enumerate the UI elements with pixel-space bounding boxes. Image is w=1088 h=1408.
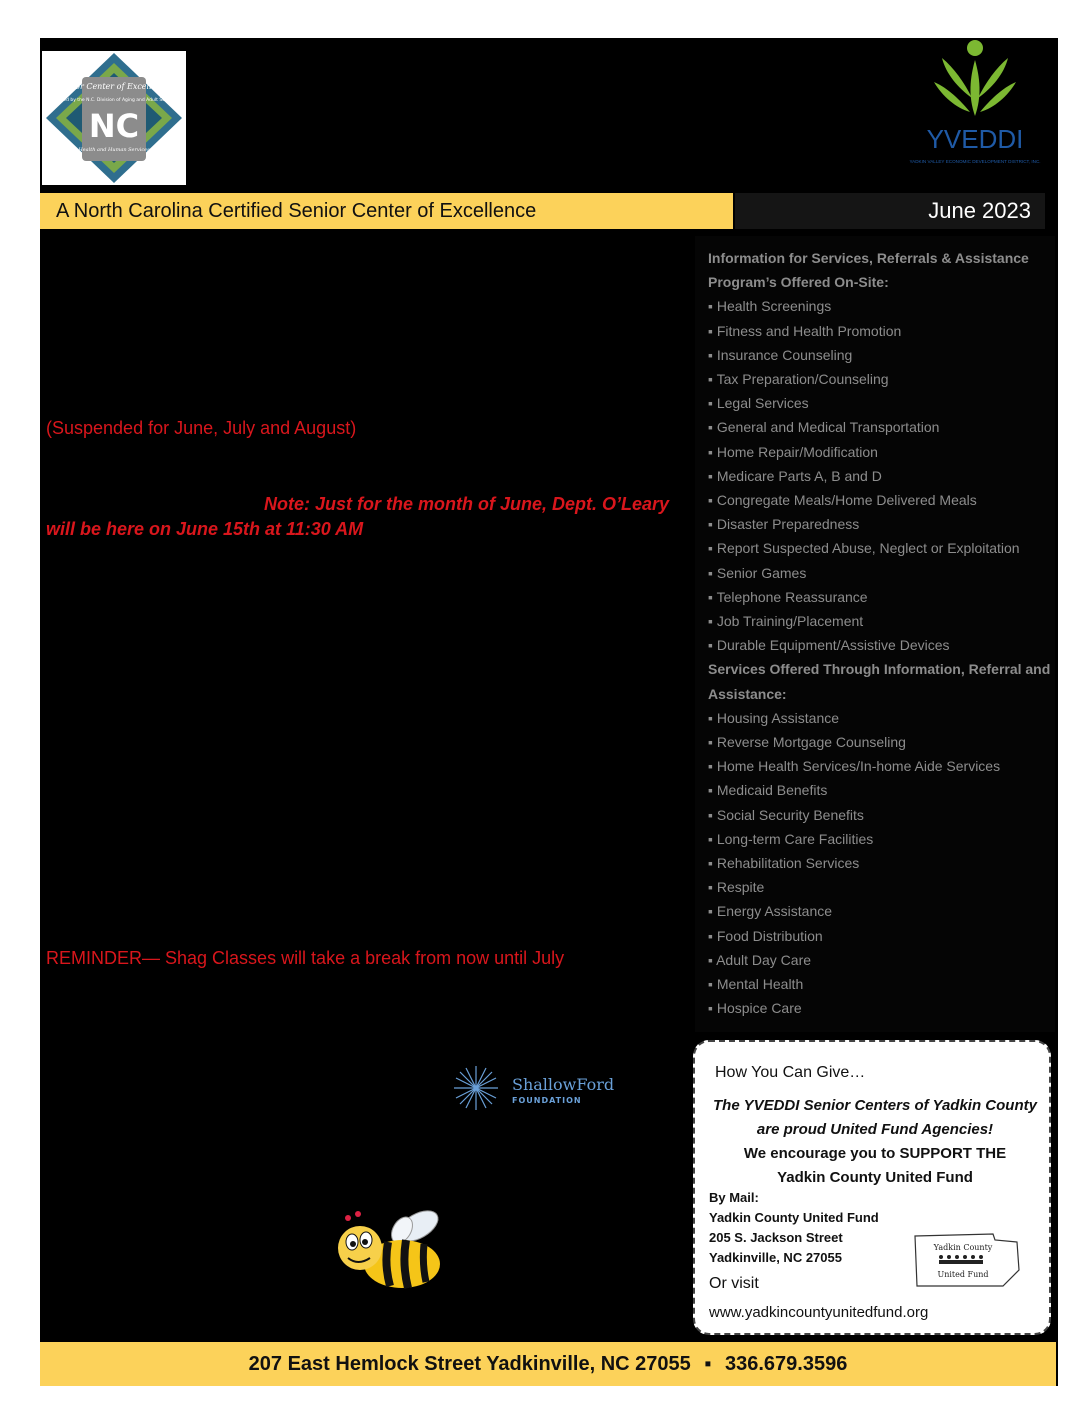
senior-center-logo — [42, 51, 186, 185]
give-line-2: are proud United Fund Agencies! — [756, 1121, 994, 1138]
referral-list — [708, 706, 1053, 1021]
logo-footer-text: Health and Human Services — [78, 147, 150, 153]
issue-date: June 2023 — [735, 193, 1045, 229]
list-item: ▪ Fitness and Health Promotion — [708, 322, 902, 339]
mail-name: Yadkin County United Fund — [709, 1210, 879, 1225]
list-item: ▪ Respite — [708, 879, 765, 896]
shallowford-logo — [448, 1060, 618, 1120]
list-item: ▪ Energy Assistance — [708, 903, 833, 920]
list-item: ▪ Medicaid Benefits — [708, 782, 828, 799]
list-item: ▪ Disaster Preparedness — [708, 516, 860, 533]
footer-address: 207 East Hemlock Street Yadkinville, NC 27055 — [248, 1353, 691, 1375]
list-item: ▪ Health Screenings — [708, 298, 832, 315]
list-item: ▪ Report Suspected Abuse, Neglect or Exploitation — [708, 540, 1020, 557]
list-item: ▪ Senior Games — [708, 564, 807, 581]
list-item: ▪ Home Health Services/In-home Aide Services — [708, 758, 1001, 775]
yveddi-name: YVEDDI — [926, 124, 1024, 154]
services-heading: Information for Services, Referrals & Assistance — [708, 250, 1029, 266]
list-item: ▪ Congregate Meals/Home Delivered Meals — [708, 492, 977, 509]
list-item: ▪ Job Training/Placement — [708, 613, 864, 630]
united-fund-link[interactable]: www.yadkincountyunitedfund.org — [709, 1304, 929, 1321]
list-item: ▪ Tax Preparation/Counseling — [708, 371, 889, 388]
list-item: ▪ Housing Assistance — [708, 709, 840, 726]
onsite-heading: Program’s Offered On-Site: — [708, 274, 889, 291]
logo-mark-text: NC — [88, 107, 140, 145]
banner-title: A North Carolina Certified Senior Center of Excellence — [40, 193, 733, 229]
suspended-notice: (Suspended for June, July and August) — [46, 418, 357, 438]
onsite-list — [708, 294, 1053, 657]
give-box — [693, 1040, 1051, 1335]
list-item: ▪ Durable Equipment/Assistive Devices — [708, 637, 950, 654]
list-item: ▪ Insurance Counseling — [708, 346, 853, 363]
list-item: ▪ Social Security Benefits — [708, 806, 864, 823]
logo-subtitle-text: Certified by the N.C. Division of Aging and Adult Services — [49, 98, 179, 103]
list-item: ▪ Rehabilitation Services — [708, 855, 860, 872]
june-note: Note: Just for the month of June, Dept. O’Leary will be here on June 15th at 11:30 AM — [46, 494, 670, 539]
list-item: ▪ Reverse Mortgage Counseling — [708, 734, 906, 751]
mail-address — [709, 1188, 879, 1268]
mail-label: By Mail: — [709, 1190, 759, 1205]
list-item: ▪ Long-term Care Facilities — [708, 830, 874, 847]
yveddi-tagline: YADKIN VALLEY ECONOMIC DEVELOPMENT DISTRICT, INC. — [909, 159, 1041, 164]
logo-title-text: Senior Center of Excellence — [57, 82, 171, 91]
give-title: How You Can Give… — [715, 1064, 866, 1081]
give-line-1: The YVEDDI Senior Centers of Yadkin County — [713, 1097, 1037, 1114]
list-item: ▪ Hospice Care — [708, 1000, 802, 1017]
starburst-icon — [454, 1066, 498, 1110]
united-fund-logo — [911, 1230, 1023, 1292]
sponsor-name: ShallowFord — [512, 1075, 615, 1094]
footer-separator: ▪ — [704, 1353, 712, 1375]
fund-logo-line-1: Yadkin County — [933, 1243, 993, 1252]
list-item: ▪ Adult Day Care — [708, 951, 812, 968]
give-message — [705, 1094, 1045, 1190]
shag-reminder: REMINDER— Shag Classes will take a break from now until July — [46, 948, 565, 968]
list-item: ▪ Home Repair/Modification — [708, 443, 878, 460]
list-item: ▪ General and Medical Transportation — [708, 419, 940, 436]
sponsor-sub: FOUNDATION — [512, 1096, 582, 1105]
list-item: ▪ Legal Services — [708, 395, 809, 412]
list-item: ▪ Medicare Parts A, B and D — [708, 467, 882, 484]
give-line-4: Yadkin County United Fund — [777, 1169, 973, 1186]
referral-heading: Services Offered Through Information, Referral and Assistance: — [708, 661, 1051, 702]
mail-city: Yadkinville, NC 27055 — [709, 1250, 842, 1265]
fund-logo-line-2: United Fund — [937, 1270, 989, 1279]
footer-phone: 336.679.3596 — [724, 1353, 848, 1375]
mail-street: 205 S. Jackson Street — [709, 1230, 843, 1245]
services-list — [708, 246, 1053, 1021]
yveddi-logo — [908, 38, 1042, 176]
visit-label: Or visit — [709, 1275, 759, 1292]
footer-bar — [40, 1342, 1056, 1386]
list-item: ▪ Food Distribution — [708, 927, 823, 944]
list-item: ▪ Telephone Reassurance — [708, 588, 868, 605]
sprout-icon — [934, 40, 1016, 116]
list-item: ▪ Mental Health — [708, 976, 804, 993]
give-line-3: We encourage you to SUPPORT THE — [743, 1145, 1007, 1162]
bee-icon — [330, 1204, 450, 1294]
